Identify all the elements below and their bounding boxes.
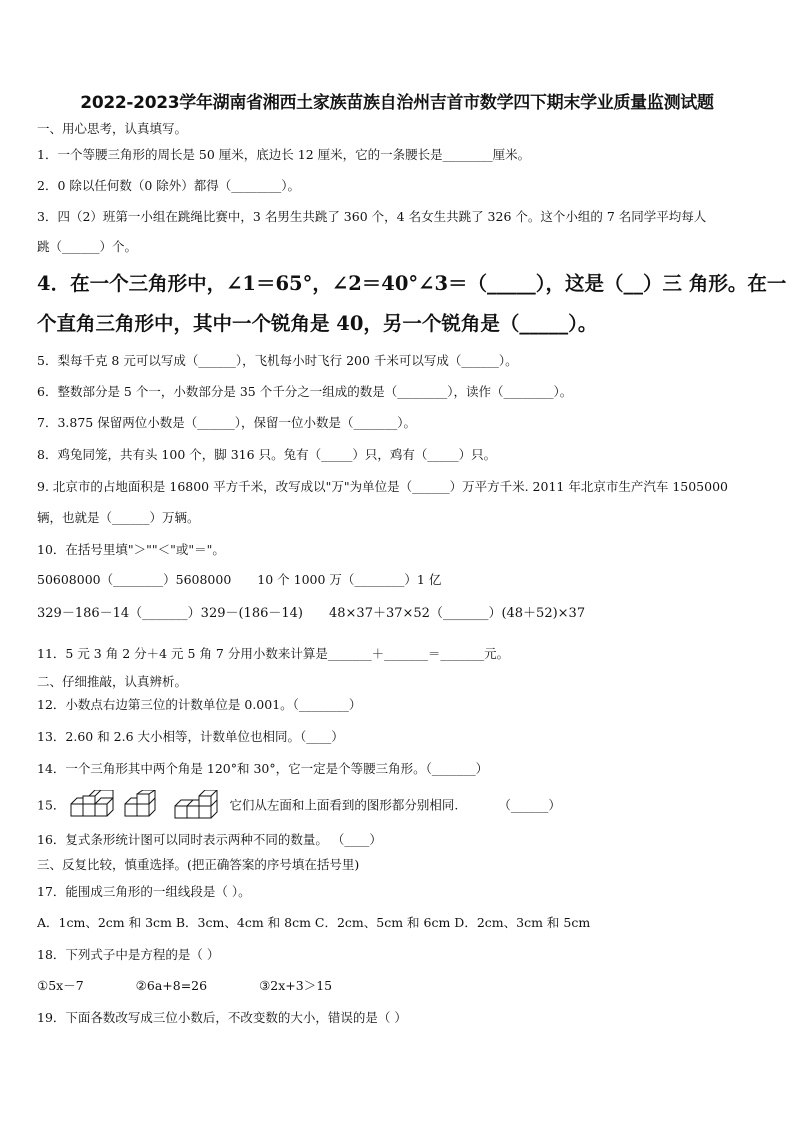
question-10: 10．在括号里填"＞""＜"或"＝"。: [37, 542, 225, 557]
option-1: ①5x－7: [37, 978, 84, 993]
question-15-text: 它们从左面和上面看到的图形都分别相同.: [229, 797, 459, 813]
question-15-blank: （______）: [498, 797, 561, 813]
question-10-row-2: [37, 605, 585, 623]
question-15: [37, 790, 561, 822]
question-17: 17．能围成三角形的一组线段是（ ）。: [37, 884, 251, 899]
question-14: 14．一个三角形其中两个角是 120°和 30°，它一定是个等腰三角形。（_______）: [37, 761, 489, 776]
page-title: 2022-2023学年湖南省湘西土家族苗族自治州吉首市数学四下期末学业质量监测试题: [80, 93, 714, 113]
question-10-row-1: [37, 571, 441, 589]
question-15-number: 15．: [37, 797, 66, 813]
question-4-line-1: 4．在一个三角形中，∠1＝65°，∠2＝40°∠3＝（_____），这是（__）三 角形。在一: [37, 272, 787, 295]
question-4-line-2: 个直角三角形中，其中一个锐角是 40，另一个锐角是（_____）。: [37, 312, 598, 335]
question-9-line-1: 9. 北京市的占地面积是 16800 平方千米，改写成以"万"为单位是（______）万平方千米. 2011 年北京市生产汽车 1505000: [37, 479, 728, 494]
section-3-heading: 三、反复比较，慎重选择。(把正确答案的序号填在括号里): [37, 857, 360, 872]
question-18: 18．下列式子中是方程的是（ ）: [37, 947, 220, 962]
compare-3: 329－186－14（_______）329－(186－14): [37, 606, 303, 621]
question-13: 13．2.60 和 2.6 大小相等，计数单位也相同。（____）: [37, 729, 344, 744]
section-1-heading: 一、用心思考，认真填写。: [37, 121, 188, 136]
question-5: 5．梨每千克 8 元可以写成（______），飞机每小时飞行 200 千米可以写成（______）。: [37, 353, 518, 368]
question-2: 2．0 除以任何数（0 除外）都得（________）。: [37, 178, 301, 193]
question-6: 6．整数部分是 5 个一，小数部分是 35 个千分之一组成的数是（________），读作（________）。: [37, 384, 573, 399]
compare-2: 10 个 1000 万（________）1 亿: [257, 572, 442, 587]
question-17-options: A．1cm、2cm 和 3cm B．3cm、4cm 和 8cm C．2cm、5cm 和 6cm D．2cm、3cm 和 5cm: [37, 915, 591, 930]
question-3-line-1: 3．四（2）班第一小组在跳绳比赛中，3 名男生共跳了 360 个，4 名女生共跳了 326 个。这个小组的 7 名同学平均每人: [37, 209, 707, 224]
question-19: 19．下面各数改写成三位小数后，不改变数的大小，错误的是（ ）: [37, 1010, 407, 1025]
compare-1: 50608000（________）5608000: [37, 572, 232, 587]
cube-figures-icon: [69, 790, 225, 822]
question-18-options: [37, 977, 332, 995]
question-8: 8．鸡兔同笼，共有头 100 个，脚 316 只。兔有（_____）只，鸡有（_____）只。: [37, 447, 497, 462]
question-1: 1．一个等腰三角形的周长是 50 厘米，底边长 12 厘米，它的一条腰长是________厘米。: [37, 147, 531, 162]
question-16: 16．复式条形统计图可以同时表示两种不同的数量。 （____）: [37, 832, 382, 847]
question-12: 12．小数点右边第三位的计数单位是 0.001。（________）: [37, 697, 362, 712]
question-9-line-2: 辆，也就是（______）万辆。: [37, 510, 200, 525]
question-7: 7．3.875 保留两位小数是（______），保留一位小数是（_______）。: [37, 415, 416, 430]
question-11: 11．5 元 3 角 2 分＋4 元 5 角 7 分用小数来计算是_______＋_______＝_______元。: [37, 646, 510, 661]
question-3-line-2: 跳（______）个。: [37, 239, 138, 254]
option-3: ③2x+3＞15: [259, 978, 333, 993]
section-2-heading: 二、仔细推敲，认真辨析。: [37, 674, 188, 689]
compare-4: 48×37＋37×52（_______）(48＋52)×37: [328, 606, 586, 621]
option-2: ②6a+8=26: [135, 978, 208, 993]
